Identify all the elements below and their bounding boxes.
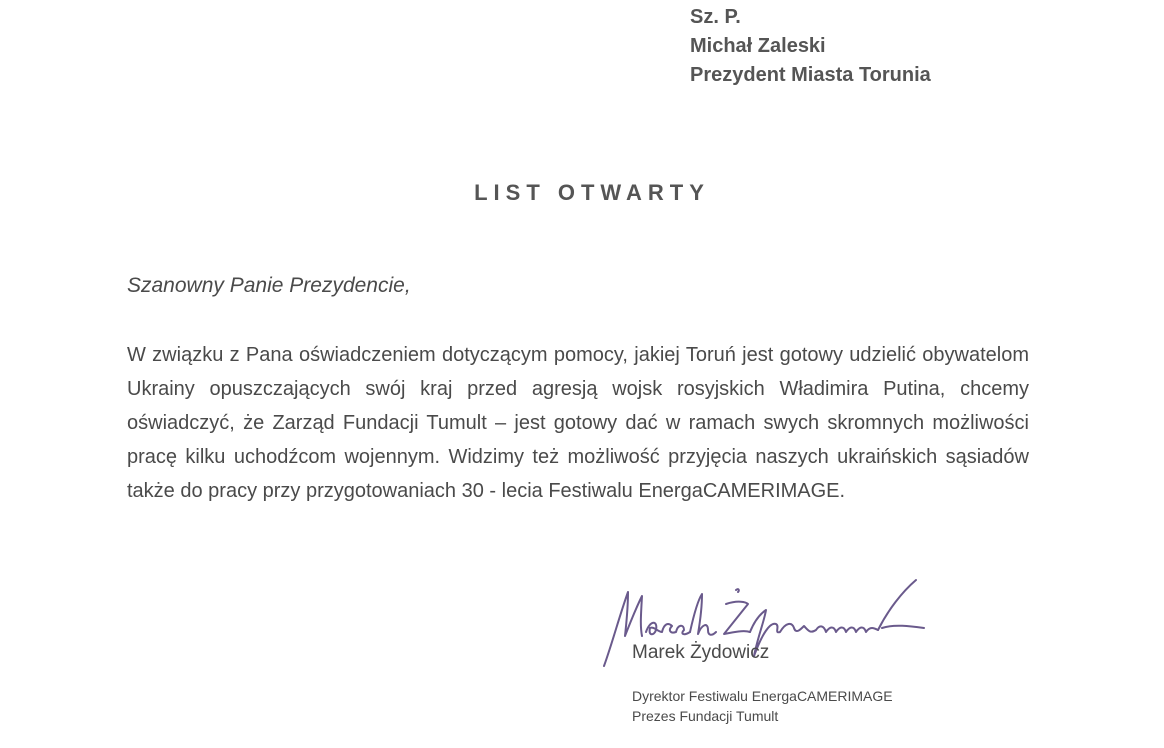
letter-title: LIST OTWARTY [474, 180, 710, 205]
signer-role-director: Dyrektor Festiwalu EnergaCAMERIMAGE [632, 688, 893, 704]
addressee-name: Michał Zaleski [690, 35, 826, 57]
addressee-title: Prezydent Miasta Torunia [690, 64, 931, 86]
signer-roles [632, 686, 893, 726]
signer-role-president: Prezes Fundacji Tumult [632, 708, 779, 724]
signer-name: Marek Żydowicz [632, 642, 770, 663]
letter-body: W związku z Pana oświadczeniem dotyczącym pomocy, jakiej Toruń jest gotowy udzielić obywatelom Ukrainy opuszczających swój kraj przed agresją wojsk rosyjskich Władimira Putina, chcemy oświadczyć, że Zarząd Fundacji Tumult – jest gotowy dać w ramach swych skromnych możliwości pracę kilku uchodźcom wojennym. Widzimy też możliwość przyjęcia naszych ukraińskich sąsiadów także do pracy przy przygotowaniach 30 - lecia Festiwalu EnergaCAMERIMAGE. [127, 344, 1029, 502]
letter-salutation: Szanowny Panie Prezydencie, [127, 274, 411, 297]
addressee-salutation: Sz. P. [690, 6, 741, 28]
addressee-block [690, 3, 931, 90]
